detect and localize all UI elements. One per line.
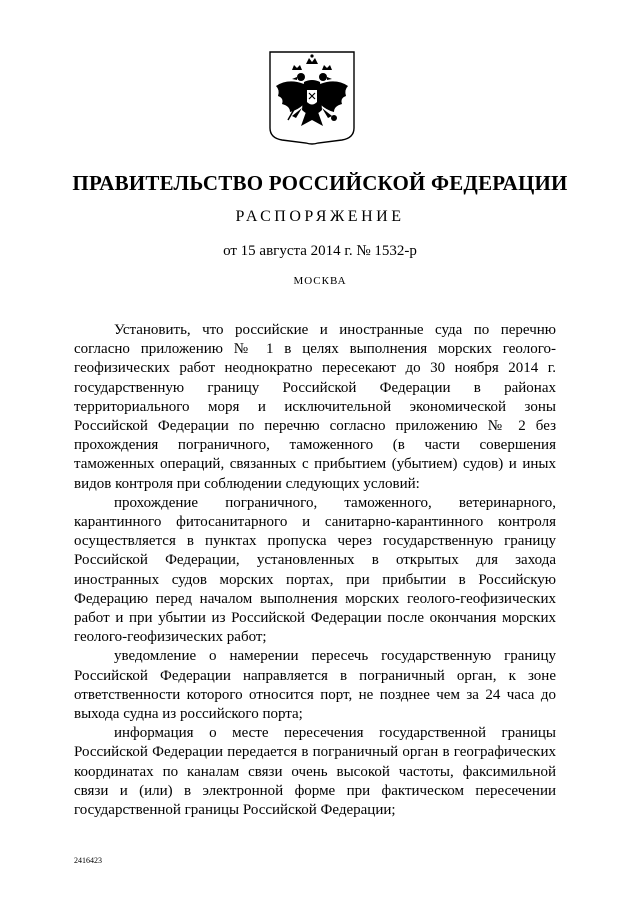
body-paragraph-location-info-condition: информация о месте пересечения государственной границы Российской Федерации передается в пограничный орган в географических координатах по каналам связи очень высокой частоты, факсимильной связи и (или) в электронной форме при фактическом пересечении государственной границы Российской Федерации; [74,725,556,819]
issuing-city: МОСКВА [293,275,347,287]
body-paragraph-main: Установить, что российские и иностранные суда по перечню согласно приложению № 1 в целях выполнения морских геолого-геофизических работ неоднократно пересекают до 30 ноября 2014 г. государственную границу Российской Федерации в районах территориального моря и исключительной экономической зоны Российской Федерации по перечню согласно приложению № 2 без прохождения пограничного, таможенного (в части совершения таможенных операций, связанных с прибытием (убытием) судов) и иных видов контроля при соблюдении следующих условий: [74,322,556,492]
body-paragraph-control-condition: прохождение пограничного, таможенного, ветеринарного, карантинного фитосанитарного и санитарно-карантинного контроля осуществляется в пунктах пропуска через государственную границу Российской Федерации, установленных в открытых для захода иностранных судов морских портах, при прибытии в Российскую Федерацию перед началом выполнения морских геолого-геофизических работ и при убытии из Российской Федерации после окончания морских геолого-геофизических работ; [74,494,556,646]
body-paragraph-notification-condition: уведомление о намерении пересечь государственную границу Российской Федерации направляется в пограничный орган, к зоне ответственности которого относится порт, не позднее чем за 24 часа до выхода судна из российского порта; [74,648,556,723]
document-date-and-number: от 15 августа 2014 г. № 1532-р [223,243,417,259]
document-registry-number: 2416423 [74,856,102,865]
document-type-heading: РАСПОРЯЖЕНИЕ [235,208,405,225]
coat-of-arms-emblem [268,50,356,146]
document-body [74,321,556,820]
issuing-authority-title: ПРАВИТЕЛЬСТВО РОССИЙСКОЙ ФЕДЕРАЦИИ [72,171,568,195]
